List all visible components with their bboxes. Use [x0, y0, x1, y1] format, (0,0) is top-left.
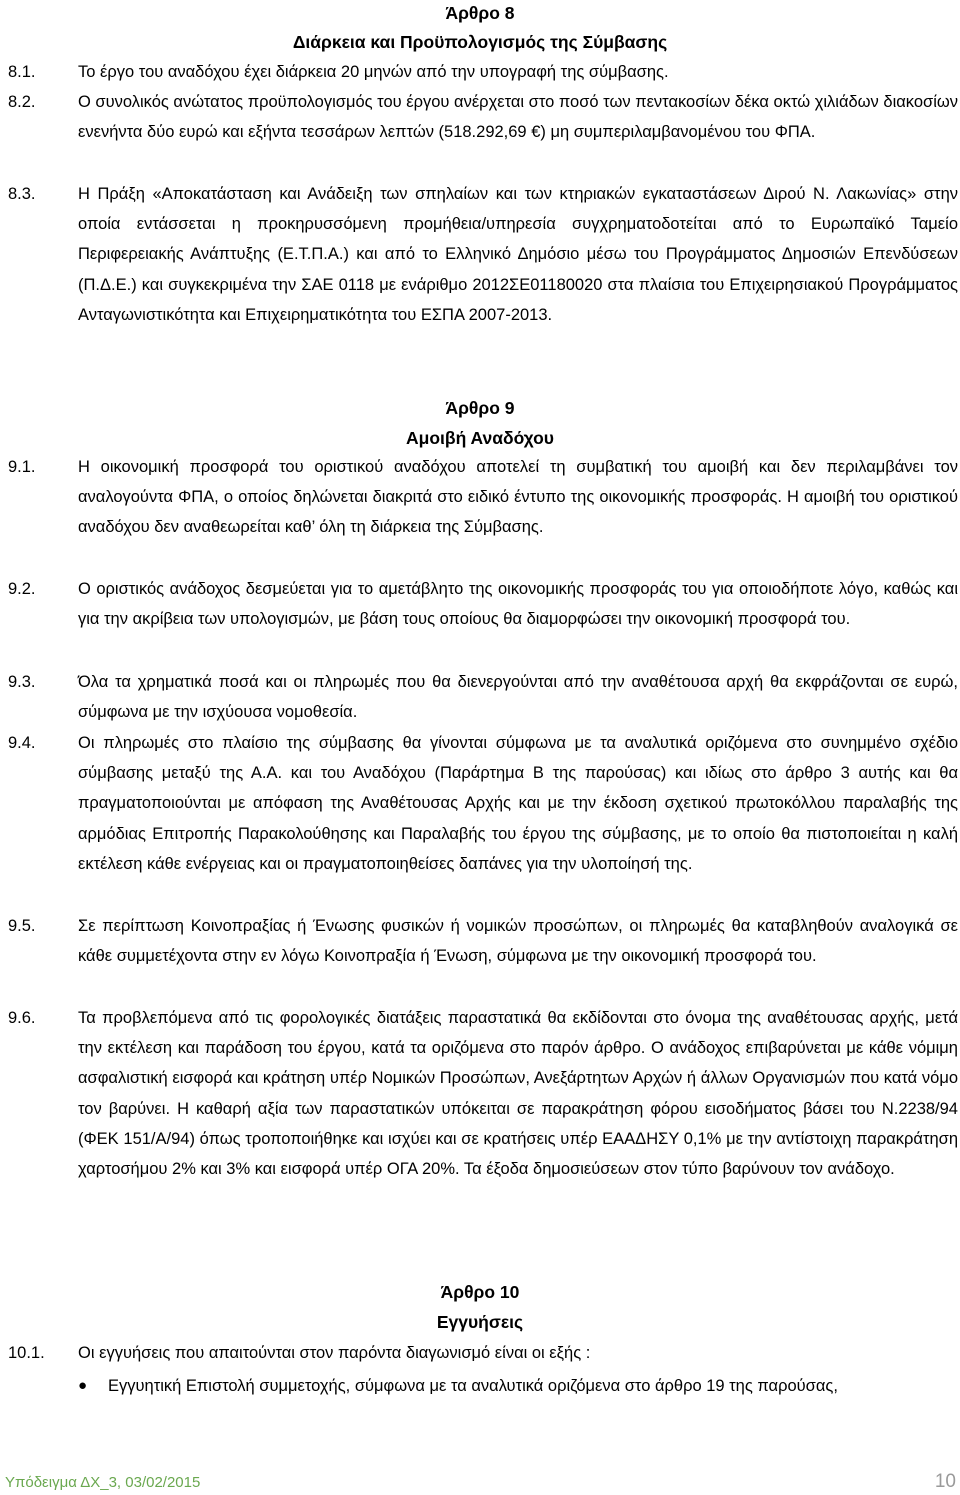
paragraph-text: Η οικονομική προσφορά του οριστικού αναδόχου αποτελεί τη συμβατική του αμοιβή και δεν περιλαμβάνει τον αναλογούντα ΦΠΑ, ο οποίος δηλώνεται διακριτά στο ειδικό έντυπο της οικονομικής προσφοράς. Η αμοιβή του οριστικού αναδόχου δεν αναθεωρείται καθ’ όλη τη διάρκεια της Σύμβασης.: [78, 458, 958, 537]
paragraph-number: 9.6.: [8, 1009, 36, 1027]
paragraph-number: 9.4.: [8, 734, 36, 752]
paragraph-text: Το έργο του αναδόχου έχει διάρκεια 20 μηνών από την υπογραφή της σύμβασης.: [78, 63, 669, 81]
paragraph-text: Όλα τα χρηματικά ποσά και οι πληρωμές που θα διενεργούνται από την αναθέτουσα αρχή θα εκφράζονται σε ευρώ, σύμφωνα με την ισχύουσα νομοθεσία.: [78, 673, 958, 722]
paragraph-text: Ο συνολικός ανώτατος προϋπολογισμός του έργου ανέρχεται στο ποσό των πεντακοσίων δέκα οκτώ χιλιάδων διακοσίων ενενήντα δύο ευρώ και εξήντα τεσσάρων λεπτών (518.292,69 €) μη συμπεριλαμβανομένου του ΦΠΑ.: [78, 93, 958, 142]
paragraph-9-4: [8, 728, 958, 879]
paragraph-number: 9.5.: [8, 917, 36, 935]
article-8-title: Άρθρο 8: [445, 3, 515, 23]
article-9-title: Άρθρο 9: [445, 398, 515, 418]
paragraph-8-1: [8, 57, 958, 87]
paragraph-number: 10.1.: [8, 1344, 45, 1362]
paragraph-10-1: [8, 1338, 958, 1368]
paragraph-9-5: [8, 911, 958, 971]
paragraph-9-2: [8, 574, 958, 634]
list-item: [78, 1371, 958, 1401]
list-item-text: Εγγυητική Επιστολή συμμετοχής, σύμφωνα με τα αναλυτικά οριζόμενα στο άρθρο 19 της παρούσας,: [108, 1377, 838, 1395]
article-10-title: Άρθρο 10: [440, 1282, 520, 1302]
article-10-subtitle: Εγγυήσεις: [436, 1312, 524, 1332]
paragraph-9-6: [8, 1003, 958, 1184]
paragraph-text: Οι πληρωμές στο πλαίσιο της σύμβασης θα γίνονται σύμφωνα με τα αναλυτικά οριζόμενα στο συνημμένο σχέδιο σύμβασης μεταξύ της Α.Α. και του Αναδόχου (Παράρτημα Β της παρούσας) και ιδίως στο άρθρο 3 αυτής και θα πραγματοποιούνται με απόφαση της Αναθέτουσας Αρχής και με την έκδοση σχετικού πρωτοκόλλου παραλαβής της αρμόδιας Επιτροπής Παρακολούθησης και Παραλαβής του έργου της σύμβασης, με το οποίο θα πιστοποιείται η καλή εκτέλεση κάθε ενέργειας και οι πραγματοποιηθείσες δαπάνες για την υλοποίησή της.: [78, 734, 958, 873]
paragraph-8-2: [8, 87, 958, 147]
paragraph-text: Τα προβλεπόμενα από τις φορολογικές διατάξεις παραστατικά θα εκδίδονται στο όνομα της αναθέτουσας αρχής, μετά την εκτέλεση και παράδοση του έργου, κατά τα οριζόμενα στο παρόν άρθρο. Ο ανάδοχος επιβαρύνεται με κάθε νόμιμη ασφαλιστική εισφορά και κράτηση υπέρ Νομικών Προσώπων, Ανεξάρτητων Αρχών ή άλλων Οργανισμών που κατά νόμο τον βαρύνει. Η καθαρή αξία των παραστατικών υπόκειται σε παρακράτηση φόρου εισοδήματος βάσει του Ν.2238/94 (ΦΕΚ 151/Α/94) όπως τροποποιήθηκε και ισχύει και σε κρατήσεις υπέρ ΕΑΑΔΗΣΥ 0,1% με την αντίστοιχη παρακράτηση χαρτοσήμου 2% και 3% και εισφορά υπέρ ΟΓΑ 20%. Τα έξοδα δημοσιεύσεων στον τύπο βαρύνουν τον ανάδοχο.: [78, 1009, 958, 1179]
paragraph-9-3: [8, 667, 958, 727]
paragraph-number: 9.3.: [8, 673, 36, 691]
footer-document-label: Υπόδειγμα ΔΧ_3, 03/02/2015: [5, 1474, 201, 1491]
article-9-subtitle: Αμοιβή Αναδόχου: [406, 428, 554, 448]
paragraph-number: 9.2.: [8, 580, 36, 598]
paragraph-number: 8.1.: [8, 63, 36, 81]
paragraph-number: 8.3.: [8, 185, 36, 203]
paragraph-text: Ο οριστικός ανάδοχος δεσμεύεται για το αμετάβλητο της οικονομικής προσφοράς του για οποιοδήποτε λόγο, καθώς και για την ακρίβεια των υπολογισμών, με βάση τους οποίους θα διαμορφώσει την οικονομική προσφορά του.: [78, 580, 958, 629]
article-8-subtitle: Διάρκεια και Προϋπολογισμός της Σύμβασης: [292, 32, 668, 52]
paragraph-number: 9.1.: [8, 458, 36, 476]
paragraph-text: Οι εγγυήσεις που απαιτούνται στον παρόντα διαγωνισμό είναι οι εξής :: [78, 1344, 591, 1362]
paragraph-number: 8.2.: [8, 93, 36, 111]
paragraph-9-1: [8, 452, 958, 543]
paragraph-text: Η Πράξη «Αποκατάσταση και Ανάδειξη των σπηλαίων και των κτηριακών εγκαταστάσεων Διρού Ν. Λακωνίας» στην οποία εντάσσεται η προκηρυσσόμενη προμήθεια/υπηρεσία συγχρηματοδοτείται από το Ευρωπαϊκό Ταμείο Περιφερειακής Ανάπτυξης (Ε.Τ.Π.Α.) και από το Ελληνικό Δημόσιο μέσω του Προγράμματος Δημοσιών Επενδύσεων (Π.Δ.Ε.) και συγκεκριμένα την ΣΑΕ 0118 με ενάριθμο 2012ΣΕ01180020 στα πλαίσια του Επιχειρησιακού Προγράμματος Ανταγωνιστικότητα και Επιχειρηματικότητα του ΕΣΠΑ 2007-2013.: [78, 185, 958, 324]
paragraph-8-3: [8, 179, 958, 330]
bullet-icon: ●: [78, 1377, 88, 1394]
page-number: 10: [934, 1471, 956, 1492]
paragraph-text: Σε περίπτωση Κοινοπραξίας ή Ένωσης φυσικών ή νομικών προσώπων, οι πληρωμές θα καταβληθούν αναλογικά σε κάθε συμμετέχοντα στην εν λόγω Κοινοπραξία ή Ένωση, σύμφωνα με την οικονομική προσφορά του.: [78, 917, 958, 966]
